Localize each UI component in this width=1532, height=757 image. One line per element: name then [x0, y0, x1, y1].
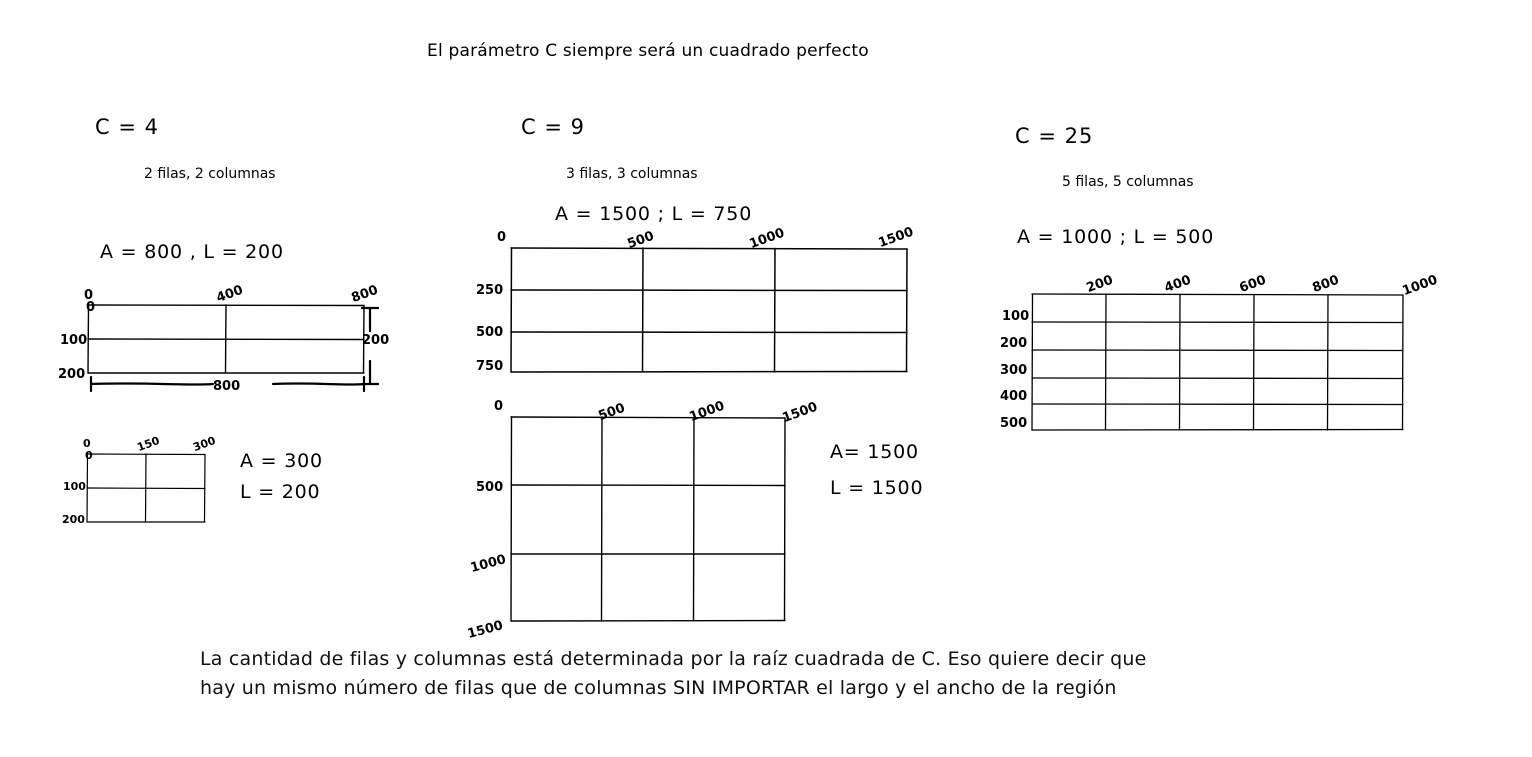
tick-left-c9w-3: 750: [476, 359, 504, 374]
tick-left-c9w-2: 500: [476, 325, 504, 340]
footer-note: [200, 645, 1320, 704]
label-area-c9-square: A= 1500: [830, 441, 919, 463]
tick-top-c4s-1: 150: [135, 433, 162, 455]
tick-top-c9w-3: 1500: [876, 224, 916, 252]
label-length-c9-square: L = 1500: [830, 477, 924, 499]
tick-top-c25-1: 400: [1162, 272, 1194, 297]
tick-top-c25-3: 800: [1310, 272, 1342, 297]
tick-left-c9s-2: 1000: [468, 552, 508, 577]
case-subtitle-c4: 2 filas, 2 columnas: [144, 166, 276, 182]
dimension-width-label-c4: 800: [213, 379, 241, 394]
tick-top-c4s-2: 300: [191, 433, 218, 455]
tick-top-c9w-0: 0: [497, 230, 507, 245]
tick-top-c4s-0: 0: [83, 437, 91, 450]
dimension-height-label-c4: 200: [362, 333, 390, 348]
page-title: El parámetro C siempre será un cuadrado perfecto: [427, 41, 869, 61]
tick-top-c25-2: 600: [1237, 272, 1269, 297]
tick-top-c4-2: 800: [349, 282, 381, 307]
tick-left-c25-2: 300: [1000, 363, 1028, 378]
tick-left-c4s-2: 200: [62, 513, 85, 526]
tick-left-c4s-0: 0: [85, 449, 93, 462]
tick-left-c4-0: 0: [86, 300, 96, 315]
tick-left-c4s-1: 100: [63, 480, 86, 493]
case-subtitle-c9: 3 filas, 3 columnas: [566, 166, 698, 182]
case-params-c4: A = 800 , L = 200: [100, 241, 284, 263]
tick-top-c9s-2: 1000: [687, 398, 727, 426]
tick-top-c25-4: 1000: [1400, 272, 1440, 300]
grid-c4-main: [86, 300, 366, 375]
tick-left-c25-0: 100: [1002, 309, 1030, 324]
tick-left-c4-1: 100: [60, 333, 88, 348]
tick-top-c9w-1: 500: [625, 228, 657, 253]
tick-left-c9w-1: 250: [476, 283, 504, 298]
footer-line-1: La cantidad de filas y columnas está determinada por la raíz cuadrada de C. Eso quiere decir que: [200, 648, 1147, 670]
grid-c9-square: [509, 415, 787, 623]
case-params-c25: A = 1000 ; L = 500: [1017, 226, 1215, 248]
tick-top-c9s-1: 500: [596, 400, 628, 425]
case-subtitle-c25: 5 filas, 5 columnas: [1062, 174, 1194, 190]
tick-top-c25-0: 200: [1084, 272, 1116, 297]
tick-top-c4-1: 400: [214, 282, 246, 307]
label-area-c4-small: A = 300: [240, 450, 323, 472]
tick-left-c25-4: 500: [1000, 416, 1028, 431]
grid-c9-wide: [509, 246, 909, 374]
tick-left-c25-3: 400: [1000, 389, 1028, 404]
tick-top-c9s-0: 0: [494, 399, 504, 414]
label-length-c4-small: L = 200: [240, 481, 321, 503]
case-title-c4: C = 4: [95, 115, 159, 139]
grid-c4-small: [85, 449, 207, 524]
grid-c25-main: [1030, 292, 1405, 432]
tick-left-c9s-3: 1500: [465, 618, 505, 643]
tick-left-c25-1: 200: [1000, 336, 1028, 351]
case-title-c9: C = 9: [521, 115, 585, 139]
case-title-c25: C = 25: [1015, 124, 1094, 148]
tick-top-c4-0: 0: [84, 288, 94, 303]
tick-top-c9w-2: 1000: [747, 225, 787, 253]
footer-line-2: hay un mismo número de filas que de columnas SIN IMPORTAR el largo y el ancho de la región: [200, 677, 1117, 700]
case-params-c9: A = 1500 ; L = 750: [555, 203, 753, 225]
tick-top-c9s-3: 1500: [780, 399, 820, 427]
tick-left-c9s-1: 500: [476, 480, 504, 495]
tick-left-c4-2: 200: [58, 367, 86, 382]
